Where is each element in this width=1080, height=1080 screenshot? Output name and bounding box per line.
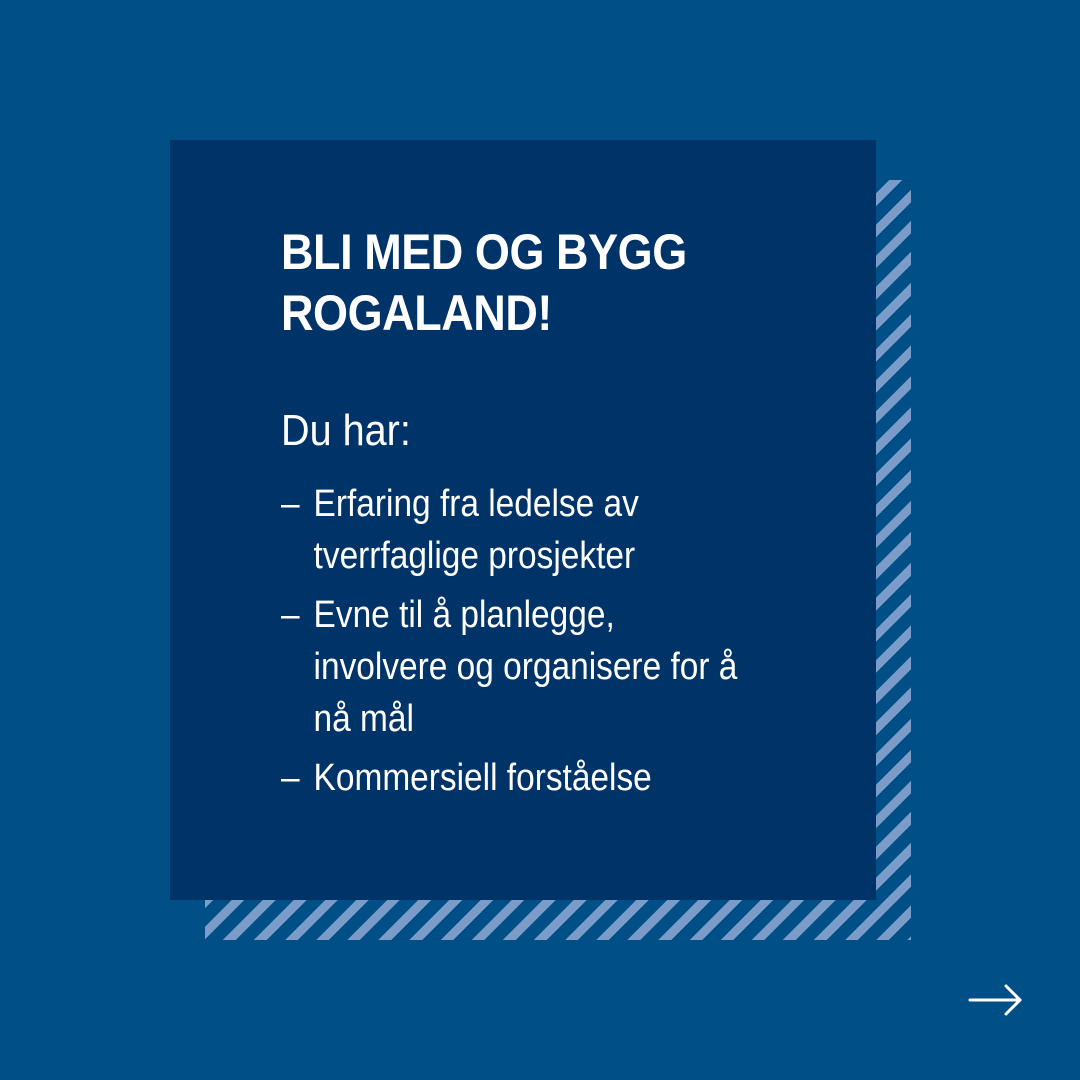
list-item-text: Evne til å planlegge, involvere og organisere for å nå mål [313, 594, 738, 740]
list-item-text: Kommersiell forståelse [313, 757, 652, 799]
qualification-list [281, 478, 739, 804]
list-item [281, 589, 739, 745]
dash-marker: – [281, 594, 300, 636]
list-item-text: Erfaring fra ledelse av tverrfaglige prosjekter [313, 483, 639, 577]
headline: BLI MED OG BYGG ROGALAND! [281, 224, 687, 341]
dash-marker: – [281, 757, 300, 799]
list-item [281, 752, 739, 804]
arrow-right-icon[interactable] [968, 980, 1024, 1020]
subheading: Du har: [281, 406, 411, 455]
dash-marker: – [281, 483, 300, 525]
list-item [281, 478, 739, 582]
info-card [170, 140, 876, 900]
